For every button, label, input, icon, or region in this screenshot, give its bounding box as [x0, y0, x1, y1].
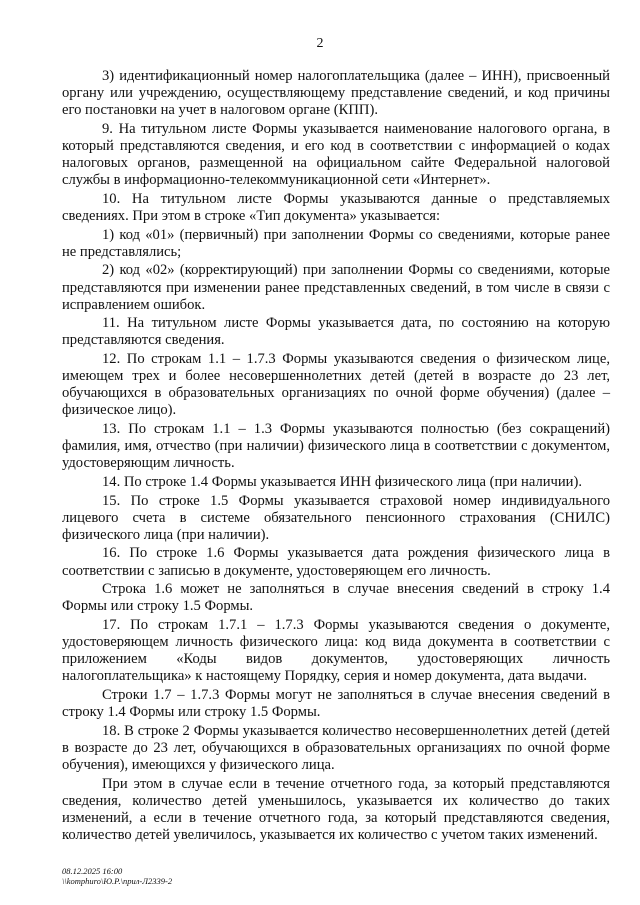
- paragraph-14: 14. По строке 1.4 Формы указывается ИНН физического лица (при наличии).: [102, 473, 583, 490]
- paragraph-9: 9. На титульном листе Формы указывается наименование налогового органа, в который представляются сведения, и его код в соответствии с информацией о кодах налоговых органов, размещенной на официальном сайте Федеральной налоговой службы в информационно-телекоммуникационной сети «Интернет».: [62, 120, 610, 189]
- paragraph-13: 13. По строкам 1.1 – 1.3 Формы указываются полностью (без сокращений) фамилия, имя, отчество (при наличии) физического лица в соответствии с документом, удостоверяющим личность.: [62, 421, 610, 472]
- paragraph-10: 10. На титульном листе Формы указываются данные о представляемых сведениях. При этом в строке «Тип документа» указывается:: [62, 190, 610, 224]
- paragraph-item-3: 3) идентификационный номер налогоплательщика (далее – ИНН), присвоенный органу или учреждению, осуществляющему представление сведений, и код причины его постановки на учет в налоговом органе (КПП).: [62, 68, 610, 119]
- paragraph-16: 16. По строке 1.6 Формы указывается дата рождения физического лица в соответствии с записью в документе, удостоверяющем его личность.: [62, 545, 610, 579]
- paragraph-10-item-2: 2) код «02» (корректирующий) при заполнении Формы со сведениями, которые представляются при изменении ранее представленных сведений, в том числе в связи с исправлением ошибок.: [62, 262, 610, 313]
- document-body: [62, 68, 610, 846]
- paragraph-10-item-1: 1) код «01» (первичный) при заполнении Формы со сведениями, которые ранее не представлялись;: [62, 226, 610, 260]
- paragraph-16-note: Строка 1.6 может не заполняться в случае внесения сведений в строку 1.4 Формы или строку 1.5 Формы.: [62, 581, 610, 615]
- paragraph-18-note: При этом в случае если в течение отчетного года, за который представляются сведения, количество детей уменьшилось, указывается их количество до таких изменений, а если в течение отчетного года, за который представляются сведения, количество детей увеличилось, указывается их количество с учетом таких изменений.: [62, 775, 610, 843]
- paragraph-17: 17. По строкам 1.7.1 – 1.7.3 Формы указываются сведения о документе, удостоверяющем личность физического лица: код вида документа в соответствии с приложением «Коды видов документов, удостоверяющих личность налогоплательщика» к настоящему Порядку, серия и номер документа, дата выдачи.: [62, 617, 610, 685]
- footer-doc-ref: \\komphuro\Ю.Р.\прил-Л2339-2: [62, 876, 173, 886]
- paragraph-15: 15. По строке 1.5 Формы указывается страховой номер индивидуального лицевого счета в системе обязательного пенсионного страхования (СНИЛС) физического лица (при наличии).: [62, 492, 610, 543]
- footer-date-time: 08.12.2025 16:00: [62, 866, 123, 876]
- footer-stamp: [62, 866, 172, 886]
- paragraph-17-note: Строки 1.7 – 1.7.3 Формы могут не заполняться в случае внесения сведений в строку 1.4 Формы или строку 1.5 Формы.: [62, 687, 610, 721]
- page-number: 2: [316, 36, 324, 51]
- paragraph-12: 12. По строкам 1.1 – 1.7.3 Формы указываются сведения о физическом лице, имеющем трех и более несовершеннолетних детей (детей в возрасте до 23 лет, обучающихся в образовательных организациях по очной форме обучения) (далее – физическое лицо).: [62, 351, 610, 419]
- paragraph-18: 18. В строке 2 Формы указывается количество несовершеннолетних детей (детей в возрасте до 23 лет, обучающихся в образовательных организациях по очной форме обучения), имеющихся у физического лица.: [62, 722, 610, 773]
- paragraph-11: 11. На титульном листе Формы указывается дата, по состоянию на которую представляются сведения.: [62, 315, 610, 349]
